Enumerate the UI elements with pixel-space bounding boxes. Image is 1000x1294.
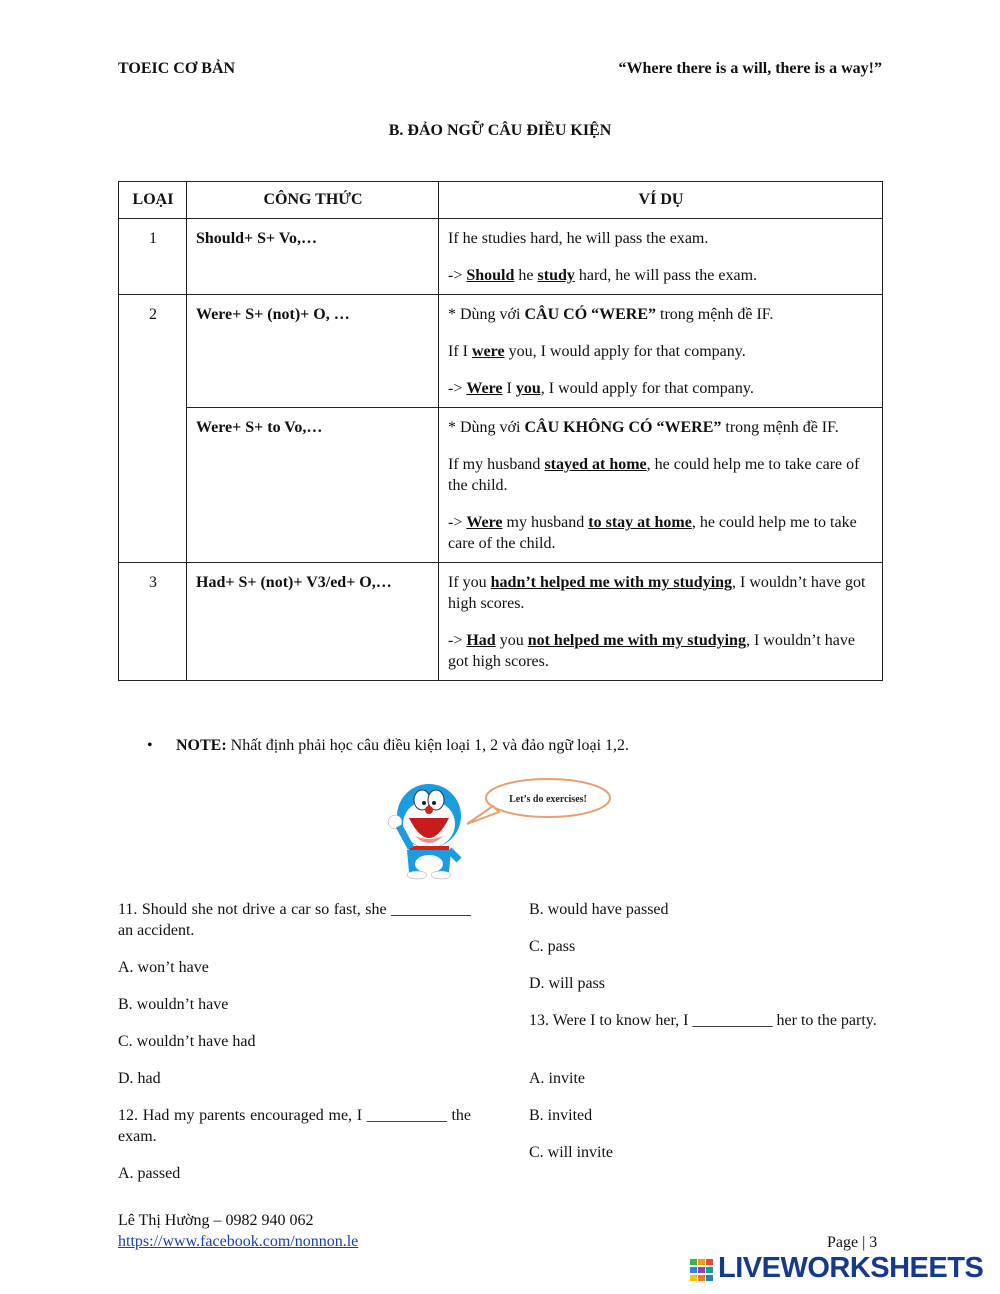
text-run: you, I would apply for that company. bbox=[504, 343, 746, 360]
text-run: * Dùng với bbox=[448, 419, 525, 436]
header-right: “Where there is a will, there is a way!” bbox=[618, 60, 882, 77]
text-run: hard, he will pass the exam. bbox=[574, 267, 758, 284]
footer-author: Lê Thị Hường – 0982 940 062 bbox=[118, 1212, 314, 1229]
option-13b[interactable]: B. invited bbox=[529, 1107, 593, 1124]
option-11d[interactable]: D. had bbox=[118, 1070, 161, 1087]
question-13: 13. Were I to know her, I __________ her to the party. bbox=[529, 1012, 877, 1029]
bullet-icon: • bbox=[147, 737, 153, 754]
text-run: , I would apply for that company. bbox=[540, 380, 754, 397]
note-label: NOTE: bbox=[176, 737, 227, 754]
underlined-word: to stay at home bbox=[588, 514, 692, 531]
note-bullet bbox=[147, 737, 629, 755]
table-row bbox=[119, 219, 883, 295]
question-11: 11. Should she not drive a car so fast, she __________ an accident. bbox=[118, 901, 471, 939]
underlined-word: hadn’t helped me with my studying bbox=[490, 574, 733, 591]
example-line bbox=[448, 512, 874, 554]
right-arm bbox=[449, 850, 459, 860]
header-formula: CÔNG THỨC bbox=[187, 182, 439, 219]
example-cell bbox=[439, 219, 883, 295]
text-run: trong mệnh đề IF. bbox=[721, 419, 839, 436]
text-run: If I bbox=[448, 343, 472, 360]
table-row bbox=[119, 295, 883, 408]
text-run: , I wouldn’t have got high scores. bbox=[448, 574, 866, 612]
liveworksheets-text: LIVEWORKSHEETS bbox=[718, 1252, 984, 1284]
example-cell bbox=[439, 563, 883, 681]
note-text: Nhất định phải học câu điều kiện loại 1, 2 và đảo ngữ loại 1,2. bbox=[226, 737, 630, 754]
text-run: trong mệnh đề IF. bbox=[656, 306, 774, 323]
speech-tail bbox=[467, 806, 499, 824]
underlined-word: were bbox=[471, 343, 505, 360]
example-line bbox=[448, 630, 874, 672]
liveworksheets-icon bbox=[690, 1259, 714, 1281]
text-run: , he could help me to take care of the child. bbox=[448, 514, 857, 552]
question-12: 12. Had my parents encouraged me, I __________ the exam. bbox=[118, 1107, 471, 1145]
text-run: -> bbox=[448, 514, 467, 531]
text-run: you bbox=[495, 632, 528, 649]
option-12c[interactable]: C. pass bbox=[529, 938, 576, 955]
table-row bbox=[119, 408, 883, 563]
text-run: -> bbox=[448, 632, 467, 649]
right-pupil bbox=[432, 801, 436, 805]
text-run: * Dùng với bbox=[448, 306, 525, 323]
header-left: TOEIC CƠ BẢN bbox=[118, 60, 236, 77]
underlined-word: Were bbox=[466, 380, 503, 397]
underlined-word: you bbox=[515, 380, 541, 397]
option-12a[interactable]: A. passed bbox=[118, 1165, 181, 1182]
type-cell: 2 bbox=[119, 295, 187, 563]
example-cell bbox=[439, 295, 883, 408]
underlined-word: not helped me with my studying bbox=[527, 632, 746, 649]
example-line bbox=[448, 454, 874, 496]
text-run: If you bbox=[448, 574, 491, 591]
option-12b[interactable]: B. would have passed bbox=[529, 901, 669, 918]
example-line bbox=[448, 572, 874, 614]
section-title: B. ĐẢO NGỮ CÂU ĐIỀU KIỆN bbox=[388, 122, 612, 139]
option-13c[interactable]: C. will invite bbox=[529, 1144, 613, 1161]
text-run: my husband bbox=[502, 514, 589, 531]
nose bbox=[425, 806, 433, 814]
left-pupil bbox=[422, 801, 426, 805]
text-run: -> bbox=[448, 380, 467, 397]
underlined-word: stayed at home bbox=[544, 456, 647, 473]
belly bbox=[415, 855, 443, 873]
text-run: -> bbox=[448, 267, 467, 284]
example-line bbox=[448, 341, 874, 362]
underlined-word: study bbox=[537, 267, 575, 284]
text-run: I bbox=[502, 380, 516, 397]
usage-note bbox=[448, 304, 874, 325]
table-header-row bbox=[119, 182, 883, 219]
facebook-link[interactable]: https://www.facebook.com/nonnon.le bbox=[118, 1233, 359, 1250]
example-line bbox=[448, 378, 874, 399]
type-cell: 3 bbox=[119, 563, 187, 681]
option-13a[interactable]: A. invite bbox=[529, 1070, 585, 1087]
formula-cell: Had+ S+ (not)+ V3/ed+ O,… bbox=[187, 563, 439, 681]
doraemon-illustration bbox=[385, 776, 620, 880]
example-cell bbox=[439, 408, 883, 563]
type-cell: 1 bbox=[119, 219, 187, 295]
header-type: LOẠI bbox=[119, 182, 187, 219]
formula-cell: Were+ S+ to Vo,… bbox=[187, 408, 439, 563]
underlined-word: Should bbox=[466, 267, 515, 284]
formula-cell: Should+ S+ Vo,… bbox=[187, 219, 439, 295]
text-run: If my husband bbox=[448, 456, 545, 473]
table-row bbox=[119, 563, 883, 681]
text-run: , I wouldn’t have got high scores. bbox=[448, 632, 855, 670]
bold-text: CÂU CÓ “WERE” bbox=[524, 306, 657, 323]
page-number: Page | 3 bbox=[827, 1234, 878, 1251]
option-12d[interactable]: D. will pass bbox=[529, 975, 605, 992]
option-11c[interactable]: C. wouldn’t have had bbox=[118, 1033, 256, 1050]
text-run: he bbox=[514, 267, 538, 284]
example-line bbox=[448, 265, 874, 286]
example-line: If he studies hard, he will pass the exam. bbox=[448, 230, 709, 247]
option-11a[interactable]: A. won’t have bbox=[118, 959, 209, 976]
header-example: VÍ DỤ bbox=[439, 182, 883, 219]
underlined-word: Were bbox=[466, 514, 503, 531]
underlined-word: Had bbox=[466, 632, 496, 649]
option-11b[interactable]: B. wouldn’t have bbox=[118, 996, 229, 1013]
formula-table bbox=[118, 181, 883, 681]
liveworksheets-logo[interactable] bbox=[690, 1252, 990, 1284]
text-run: , he could help me to take care of the child. bbox=[448, 456, 860, 494]
formula-cell: Were+ S+ (not)+ O, … bbox=[187, 295, 439, 408]
usage-note bbox=[448, 417, 874, 438]
right-foot bbox=[431, 871, 451, 879]
left-foot bbox=[407, 871, 427, 879]
speech-text: Let’s do exercises! bbox=[509, 794, 587, 805]
bold-text: CÂU KHÔNG CÓ “WERE” bbox=[524, 419, 722, 436]
